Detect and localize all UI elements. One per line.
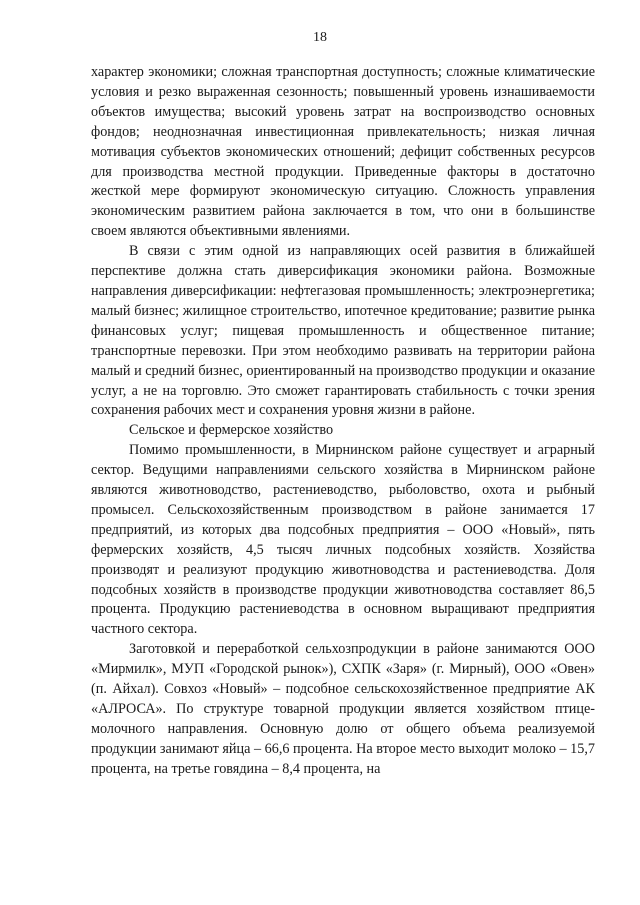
body-text [91,63,595,780]
paragraph-diversification: В связи с этим одной из направляющих осей развития в ближайшей перспективе должна стать диверсификация экономики района. Возможные направления диверсификации: нефтегазовая промышленность; электроэнергетика; малый бизнес; жилищное строительство, ипотечное кредитование; развитие рынка финансовых услуг; пищевая промышленность и общественное питание; транспортные перевозки. При этом необходимо развивать на территории района малый и средний бизнес, ориентированный на производство продукции и оказание услуг, а не на торговлю. Это сможет гарантировать стабильность с точки зрения сохранения рабочих мест и сохранения уровня жизни в районе. [91,243,595,419]
paragraph-processing: Заготовкой и переработкой сельхозпродукции в районе занимаются ООО «Мирмилк», МУП «Городской рынок»), СХПК «Заря» (г. Мирный), ООО «Овен» (п. Айхал). Совхоз «Новый» – подсобное сельскохозяйственное предприятие АК «АЛРОСА». По структуре товарной продукции является хозяйством птице-молочного направления. Основную долю от общего объема реализуемой продукции занимают яйца – 66,6 процента. На второе место выходит молоко – 15,7 процента, на третье говядина – 8,4 процента, на [91,641,595,777]
paragraph-agrarian-sector: Помимо промышленности, в Мирнинском районе существует и аграрный сектор. Ведущими направлениями сельского хозяйства в Мирнинском районе являются животноводство, растениеводство, рыболовство, охота и рыбный промысел. Сельскохозяйственным производством в районе занимается 17 предприятий, из которых два подсобных предприятия – ООО «Новый», пять фермерских хозяйств, 4,5 тысяч личных подсобных хозяйств. Хозяйства производят и реализуют продукцию животноводства и растениеводства. Доля подсобных хозяйств в производстве продукции животноводства составляет 86,5 процента. Продукцию растениеводства в основном выращивают предприятия частного сектора. [91,442,595,638]
section-heading-agriculture: Сельское и фермерское хозяйство [129,422,334,439]
page-number: 18 [313,30,327,45]
paragraph-continuation: характер экономики; сложная транспортная доступность; сложные климатические условия и резко выраженная сезонность; повышенный уровень изнашиваемости объектов имущества; высокий уровень затрат на воспроизводство основных фондов; неоднозначная инвестиционная привлекательность; низкая личная мотивация субъектов экономических отношений; дефицит собственных ресурсов для производства местной продукции. Приведенные факторы в достаточно жесткой мере формируют экономическую ситуацию. Сложность управления экономическим развитием района заключается в том, что они в большинстве своем являются объективными явлениями. [91,64,595,240]
